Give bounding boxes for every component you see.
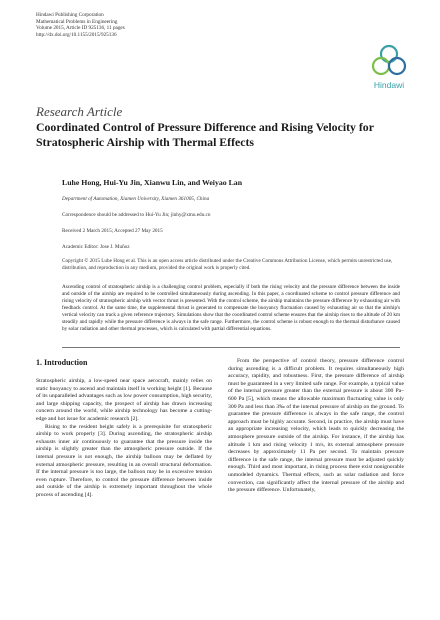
publisher-name: Hindawi Publishing Corporation (36, 12, 104, 18)
paragraph: Rising to the resident height safely is a prerequisite for stratospheric airship to work properly [3]. During ascending, the stratospheric airship exhausts inner air continuously to guarantee that the pressure inside the airship is slightly greater than the atmospheric pressure outside. If the internal pressure is not enough, the airship balloon may be deflated by external atmospheric pressure, resulting in an overall structural deformation. If the internal pressure is too large, the balloon may be in excessive tension even rupture. Therefore, to control the pressure difference between inside and outside of the airship is extremely important throughout the whole process of ascending [4]. (36, 423, 212, 498)
logo-wordmark: Hindawi (373, 80, 405, 90)
copyright-notice: Copyright © 2015 Luhe Hong et al. This is an open access article distributed under the Creative Commons Attribution License, which permits unrestricted use, distribution, and reproduction in any medium, provided the original work is properly cited. (62, 258, 393, 271)
abstract-text: Ascending control of stratospheric airship is a challenging control problem, especially if both the rising velocity and the pressure difference between the inside and outside of the airship are required to be controlled simultaneously during ascending. In this paper, a coordinated scheme to control pressure difference and rising velocity of stratospheric airship with vector thrust is presented. With the control scheme, the airship maintains the pressure difference by exhausting air with feedback control. At the same time, the supplemental thrust is generated to compensate the buoyancy fluctuation caused by exhausting air so that the airship's vertical velocity can track a given reference trajectory. Simulations show that the coordinated control scheme ensures that the airship rises to the altitude of 20 km steadily and rapidly while the pressure difference is always in the safe range. Furthermore, the control scheme is robust enough to the thermal disturbance caused by solar radiation and other thermal processes, which is calculated with partial differential equations. (62, 284, 400, 332)
journal-header (36, 12, 125, 38)
article-type: Research Article (36, 104, 123, 119)
volume-info: Volume 2015, Article ID 925136, 11 pages (36, 25, 125, 32)
journal-name: Mathematical Problems in Engineering (36, 18, 118, 25)
section-heading: 1. Introduction (36, 358, 88, 367)
affiliation: Department of Automation, Xiamen University, Xiamen 361005, China (62, 196, 210, 202)
paragraph: Stratospheric airship, a low-speed near space aerocraft, mainly relies on static buoyancy to ascend and maintain itself in working height [1]. Because of its unparalleled advantages such as low power consumption, high security, and large shipping capacity, the prospect of airship has drawn increasing concern around the world, while airship technology has become a cutting-edge and hot issue for academic research [2]. (36, 378, 212, 422)
abstract-divider (62, 347, 400, 348)
doi-link[interactable]: http://dx.doi.org/10.1155/2015/925136 (36, 31, 117, 38)
paragraph: From the perspective of control theory, pressure difference control during ascending is a difficult problem. It requires simultaneously high accuracy, rapidity, and robustness. First, the pressure difference of airship must be guaranteed in a very limited safe range. For example, a typical value of the internal pressure greater than the external pressure is about 300 Pa–600 Pa [5], which means the allowable maximum fluctuating value is only 300 Pa and less than 3‰ of the internal pressure of airship on the ground. To guarantee the pressure difference is always in the safe range, the control approach must be highly accurate. Second, in practice, the airship must have an appropriate increasing velocity, which leads to quickly decreasing the atmosphere pressure outside of the airship. For instance, if the airship has altitude 1 km and rising velocity 1 m/s, its external atmosphere pressure decreases by approximately 11 Pa per second. To maintain pressure difference in the safe range, the internal pressure must be adjusted quickly enough. Third and most important, in rising process there exist nonignorable unmodeled dynamics. Thermal effects, such as solar radiation and force convection, can significantly affect the internal pressure of the airship and the pressure difference. Unfortunately, (228, 358, 404, 494)
article-title: Coordinated Control of Pressure Difference and Rising Velocity for Stratospheric Airship with Thermal Effects (36, 120, 374, 149)
right-column (228, 358, 404, 495)
academic-editor: Academic Editor: Jose J. Muñoz (62, 244, 130, 250)
hindawi-logo-icon (366, 38, 412, 84)
received-dates: Received 2 March 2015; Accepted 27 May 2015 (62, 228, 163, 234)
correspondence: Correspondence should be addressed to Hui-Yu Jin; jinhy@xmu.edu.cn (62, 212, 211, 218)
author-list: Luhe Hong, Hui-Yu Jin, Xianwu Lin, and Weiyao Lan (62, 178, 243, 187)
left-column (36, 378, 212, 500)
